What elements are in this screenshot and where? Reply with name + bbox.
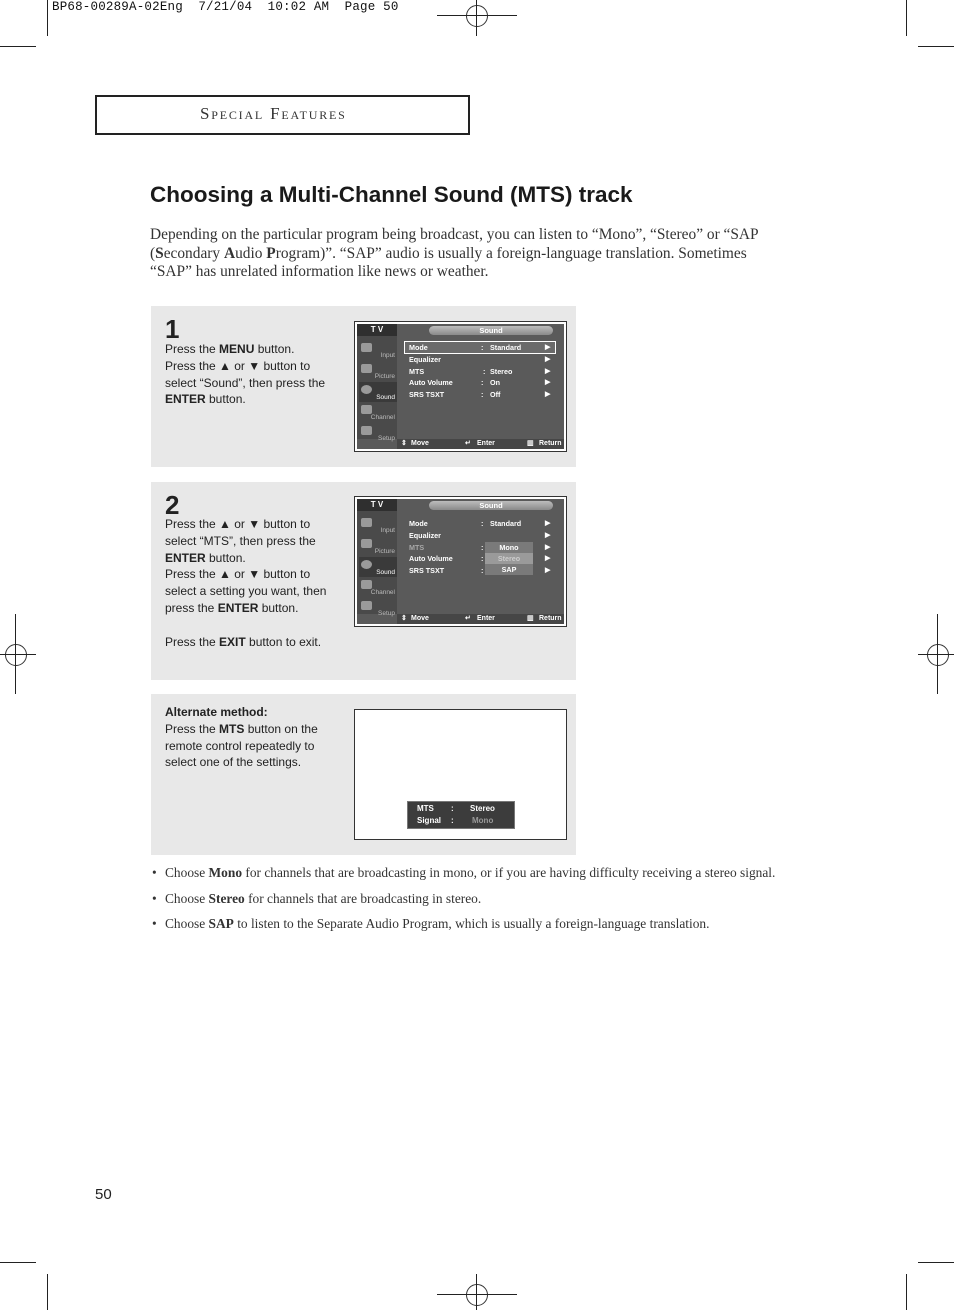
registration-line <box>437 15 517 16</box>
menu-row-srs-tsxt: SRS TSXT : ▶ <box>409 566 551 575</box>
sound-menu-list <box>405 342 557 435</box>
step-1-text: Press the MENU button. Press the ▲ or ▼ button to select “Sound”, then press the ENTER button. <box>165 342 326 407</box>
menu-sidebar <box>357 336 397 442</box>
tv-tag: T V <box>357 324 397 336</box>
setup-icon <box>361 601 372 610</box>
section-label: Special Features <box>200 104 347 123</box>
tv-menu-screen-1 <box>354 321 567 452</box>
sidebar-item-channel: Channel <box>359 402 397 422</box>
registration-line <box>937 614 938 694</box>
menu-row-equalizer: Equalizer ▶ <box>409 531 551 540</box>
step-2-text: Press the ▲ or ▼ button to select “MTS”, then press the ENTER button. Press the ▲ or ▼ button to select a setting you want, then press the ENTER button. Press the EXIT button to exit. <box>165 517 327 649</box>
page-title: Choosing a Multi-Channel Sound (MTS) track <box>150 182 633 207</box>
osd-row-mts: MTS : Stereo <box>417 804 495 813</box>
menu-row-auto-volume: Auto Volume : ▶ <box>409 554 551 563</box>
picture-icon <box>361 364 372 373</box>
move-icon: ⇕ <box>401 615 407 622</box>
menu-row-mode: Mode : Standard ▶ <box>409 519 551 528</box>
registration-line <box>476 1274 477 1310</box>
picture-icon <box>361 539 372 548</box>
menu-row-mts: MTS : Stereo ▶ <box>409 367 551 376</box>
step-number: 2 <box>165 490 180 520</box>
sound-icon <box>361 560 372 569</box>
registration-mark <box>466 1284 488 1306</box>
setup-icon <box>361 426 372 435</box>
menu-row-auto-volume: Auto Volume : On ▶ <box>409 378 551 387</box>
enter-icon: ↵ <box>465 440 471 447</box>
sidebar-item-setup: Setup <box>359 423 397 443</box>
crop-mark <box>0 46 36 47</box>
menu-header: Sound <box>429 326 553 335</box>
option-mono: Mono <box>485 542 533 553</box>
registration-mark <box>466 5 488 27</box>
menu-footer: ⇕ Move ↵ Enter ▥ Return <box>397 439 564 449</box>
osd-row-signal: Signal : Mono <box>417 816 494 825</box>
sidebar-item-input: Input <box>359 515 397 535</box>
return-icon: ▥ <box>527 615 534 622</box>
sidebar-item-picture: Picture <box>359 361 397 381</box>
sidebar-item-sound: Sound <box>359 382 397 402</box>
crop-mark <box>918 46 954 47</box>
tv-menu-screen-2 <box>354 496 567 627</box>
registration-mark <box>927 644 949 666</box>
channel-icon <box>361 580 372 589</box>
menu-footer: ⇕ Move ↵ Enter ▥ Return <box>397 614 564 624</box>
option-stereo: Stereo <box>485 553 533 564</box>
crop-mark <box>47 1274 48 1310</box>
menu-row-equalizer: Equalizer ▶ <box>409 355 551 364</box>
sidebar-item-setup: Setup <box>359 598 397 618</box>
crop-mark <box>906 1274 907 1310</box>
registration-mark <box>5 644 27 666</box>
print-slug: BP68-00289A-02Eng 7/21/04 10:02 AM Page 50 <box>52 0 399 14</box>
step-1-panel <box>151 306 576 467</box>
sound-icon <box>361 385 372 394</box>
registration-line <box>437 1294 517 1295</box>
mts-osd-display <box>407 801 515 829</box>
crop-mark <box>0 1262 36 1263</box>
tv-osd-screen <box>354 709 567 840</box>
sidebar-item-picture: Picture <box>359 536 397 556</box>
menu-row-mts: MTS : ▶ <box>409 543 551 552</box>
registration-line <box>15 614 16 694</box>
list-item: • Choose SAP to listen to the Separate Audio Program, which is usually a foreign-language translation. <box>152 916 710 932</box>
input-icon <box>361 518 372 527</box>
menu-row-mode: Mode : Standard ▶ <box>405 342 555 353</box>
channel-icon <box>361 405 372 414</box>
tv-tag: T V <box>357 499 397 511</box>
crop-mark <box>918 1262 954 1263</box>
step-number: 1 <box>165 314 180 344</box>
sound-menu-list <box>405 518 557 610</box>
crop-mark <box>906 0 907 36</box>
sidebar-item-input: Input <box>359 340 397 360</box>
return-icon: ▥ <box>527 440 534 447</box>
menu-row-srs-tsxt: SRS TSXT : Off ▶ <box>409 390 551 399</box>
mts-options-popup <box>485 542 533 576</box>
registration-line <box>476 0 477 36</box>
registration-line <box>0 654 36 655</box>
list-item: • Choose Mono for channels that are broadcasting in mono, or if you are having difficulty receiving a stereo signal. <box>152 865 776 880</box>
alternate-method-panel <box>151 694 576 855</box>
registration-line <box>918 654 954 655</box>
sidebar-item-channel: Channel <box>359 577 397 597</box>
input-icon <box>361 343 372 352</box>
list-item: • Choose Stereo for channels that are broadcasting in stereo. <box>152 890 482 906</box>
sidebar-item-sound: Sound <box>359 557 397 577</box>
option-sap: SAP <box>485 564 533 575</box>
alternate-method-text: Alternate method: Press the MTS button on the remote control repeatedly to select one of the settings. <box>165 705 318 770</box>
crop-mark <box>47 0 48 36</box>
intro-paragraph: Depending on the particular program being broadcast, you can listen to “Mono”, “Stereo” or “SAP (Secondary Audio Program)”. “SAP” audio is usually a foreign-language translation. Sometimes “SAP” has unrelated information like news or weather. <box>150 226 759 281</box>
menu-header: Sound <box>429 501 553 510</box>
move-icon: ⇕ <box>401 440 407 447</box>
menu-sidebar <box>357 511 397 617</box>
step-2-panel <box>151 482 576 680</box>
page-number: 50 <box>95 1186 112 1203</box>
enter-icon: ↵ <box>465 615 471 622</box>
bullet-list <box>150 864 790 941</box>
